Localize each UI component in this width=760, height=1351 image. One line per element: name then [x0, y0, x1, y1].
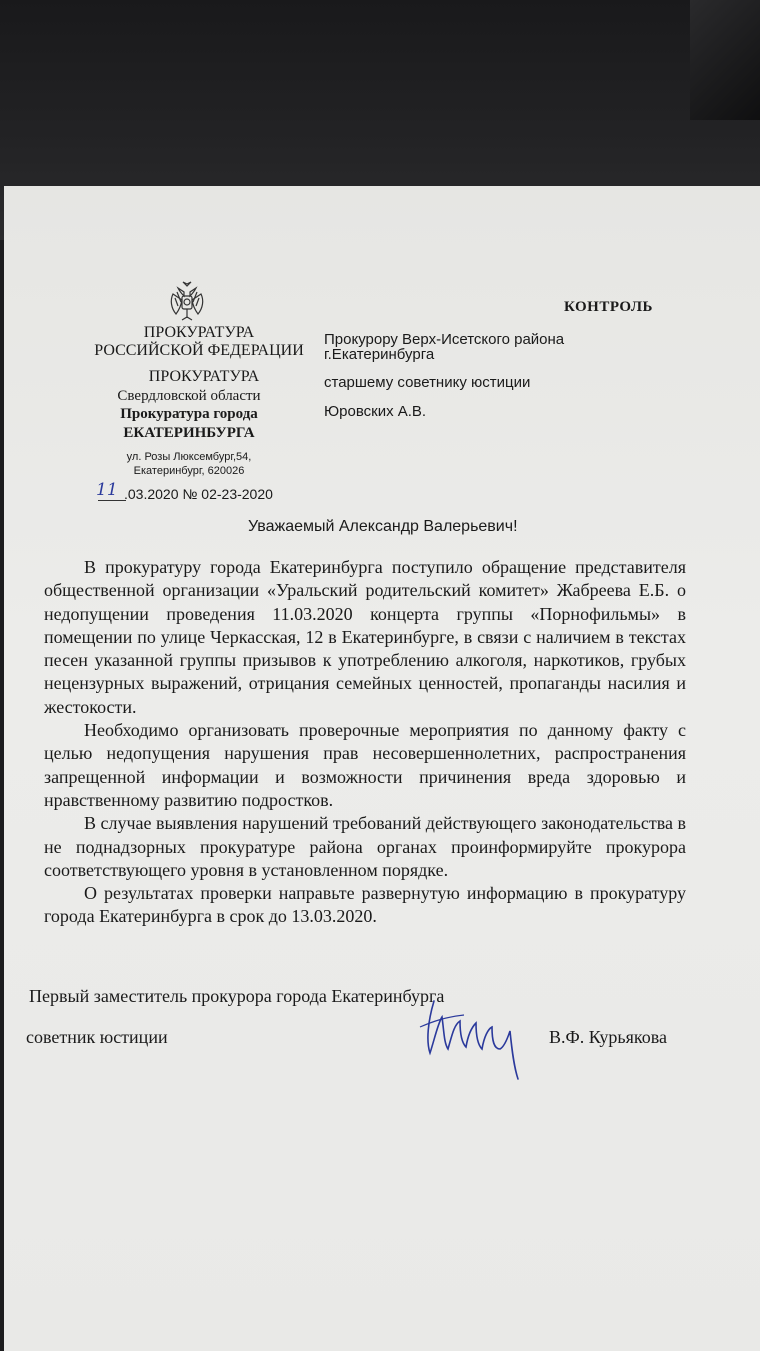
- paragraph-3: В случае выявления нарушений требований действующего законодательства в не поднадзорных прокуратуре района органах проинформируйте прокурора соответствующего уровня в установленном порядке.: [44, 813, 686, 880]
- sender-line-1: ПРОКУРАТУРА: [143, 324, 255, 341]
- sender-line-3: ПРОКУРАТУРА: [148, 368, 260, 385]
- recipient-line-4: Юровских А.В.: [324, 403, 427, 420]
- recipient-line-1: Прокурору Верх-Исетского района: [324, 331, 565, 348]
- coat-of-arms-icon: [164, 280, 210, 324]
- salutation: Уважаемый Александр Валерьевич!: [248, 518, 518, 535]
- paragraph-2: Необходимо организовать проверочные мероприятия по данному факту с целью недопущения нарушения прав несовершеннолетних, распространения запрещенной информации и возможности причинения вреда здоровью и нравственному развитию подростков.: [44, 720, 686, 810]
- paragraph-1: В прокуратуру города Екатеринбурга поступило обращение представителя общественной организации «Уральский родительский комитет» Жабреева Е.Б. о недопущении проведения 11.03.2020 концерта группы «Порнофильмы» в помещении по улице Черкасская, 12 в Екатеринбурге, в связи с наличием в текстах песен указанной группы призывов к употреблению алкоголя, наркотиков, грубых нецензурных выражений, отрицания семейных ценностей, пропаганды насилия и жестокости.: [44, 557, 686, 717]
- date-underline: [98, 500, 126, 501]
- recipient-line-3: старшему советнику юстиции: [324, 374, 531, 391]
- control-mark: КОНТРОЛЬ: [564, 299, 653, 315]
- sender-address-1: ул. Розы Люксембург,54,: [126, 451, 252, 463]
- outgoing-number: .03.2020 № 02-23-2020: [124, 486, 273, 502]
- recipient-line-2: г.Екатеринбурга: [324, 346, 435, 363]
- sender-line-5: Прокуратура города: [120, 406, 258, 422]
- sender-address-2: Екатеринбург, 620026: [133, 465, 245, 477]
- letter-page: [4, 186, 760, 1351]
- background-object: [690, 0, 760, 120]
- signatory-name: В.Ф. Курьякова: [549, 1027, 667, 1047]
- paragraph-4: О результатах проверки направьте развернутую информацию в прокуратуру города Екатеринбурга в срок до 13.03.2020.: [44, 883, 686, 927]
- sender-line-4: Свердловской области: [117, 388, 261, 404]
- sender-line-2: РОССИЙСКОЙ ФЕДЕРАЦИИ: [94, 342, 304, 359]
- signatory-rank: советник юстиции: [26, 1027, 168, 1047]
- signature-icon: [404, 991, 534, 1081]
- sender-line-6: ЕКАТЕРИНБУРГА: [123, 425, 255, 441]
- letter-body: [44, 556, 686, 929]
- handwritten-date: 11: [96, 480, 118, 500]
- signatory-position: Первый заместитель прокурора города Екатеринбурга: [29, 986, 445, 1006]
